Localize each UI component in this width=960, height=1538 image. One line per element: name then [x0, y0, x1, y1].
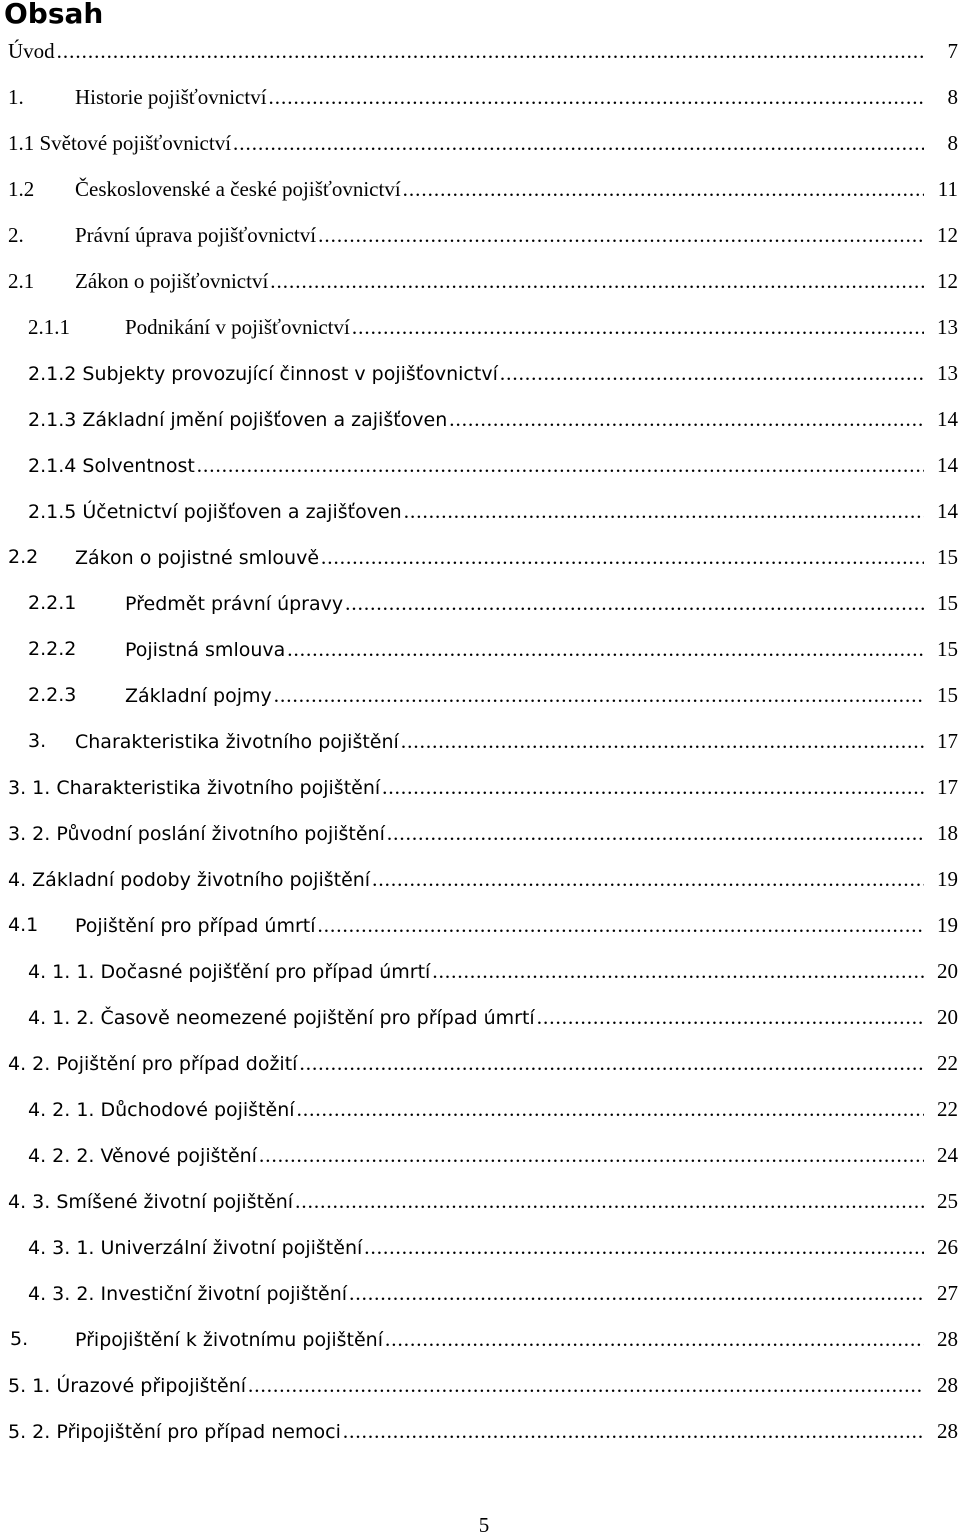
toc-entry-page: 15: [937, 683, 958, 707]
toc-entry-page: 28: [937, 1419, 958, 1443]
toc-entry-number: 2.2.2: [28, 638, 77, 660]
toc-entry-page: 28: [937, 1327, 958, 1351]
toc-dot-leader: [500, 350, 924, 396]
toc-entry-title: 5. 2. Připojištění pro případ nemoci: [8, 1421, 341, 1443]
toc-dot-leader: [364, 1224, 924, 1270]
toc-dot-leader: [387, 810, 924, 856]
toc-entry-page: 22: [937, 1097, 958, 1121]
toc-entry-page: 11: [937, 177, 958, 201]
toc-dot-leader: [274, 672, 924, 718]
toc-dot-leader: [401, 718, 924, 764]
page-number: 5: [478, 1513, 490, 1537]
toc-entry-title: Podnikání v pojišťovnictví: [125, 315, 350, 339]
toc-entry-title: 2.1.4 Solventnost: [28, 455, 195, 477]
toc-entry-page: 13: [937, 361, 958, 385]
toc-entry[interactable]: [0, 718, 960, 764]
toc-dot-leader: [318, 902, 924, 948]
toc-entry[interactable]: [0, 212, 960, 258]
toc-dot-leader: [345, 580, 924, 626]
toc-entry-page: 8: [947, 85, 958, 109]
toc-heading: Obsah: [4, 0, 104, 30]
toc-dot-leader: [352, 304, 924, 350]
toc-entry[interactable]: [0, 442, 960, 488]
toc-entry[interactable]: [0, 488, 960, 534]
toc-entry-number: 2.2.1: [28, 592, 77, 614]
toc-entry-page: 17: [937, 775, 958, 799]
toc-entry-title: Připojištění k životnímu pojištění: [75, 1329, 383, 1351]
toc-entry[interactable]: [0, 1316, 960, 1362]
toc-entry[interactable]: [0, 1362, 960, 1408]
toc-entry-number: 2.2: [8, 546, 39, 568]
toc-entry-number: 4.1: [8, 914, 39, 936]
toc-entry[interactable]: [0, 28, 960, 74]
toc-entry-page: 12: [937, 223, 958, 247]
toc-entry[interactable]: [0, 672, 960, 718]
toc-dot-leader: [297, 1086, 924, 1132]
toc-dot-leader: [270, 258, 924, 304]
toc-entry-title: Československé a české pojišťovnictví: [75, 177, 401, 201]
toc-entry-page: 13: [937, 315, 958, 339]
toc-entry[interactable]: [0, 626, 960, 672]
toc-entry[interactable]: [0, 1270, 960, 1316]
toc-entry[interactable]: [0, 580, 960, 626]
toc-entry-page: 14: [937, 407, 958, 431]
toc-entry-title: 4. 2. Pojištění pro případ dožití: [8, 1053, 298, 1075]
toc-entry-number: 3.: [28, 730, 47, 752]
toc-entry-page: 15: [937, 591, 958, 615]
toc-dot-leader: [197, 442, 924, 488]
toc-entry-title: 1.1 Světové pojišťovnictví: [8, 131, 232, 155]
toc-entry-number: 5.: [10, 1328, 29, 1350]
toc-entry-page: 28: [937, 1373, 958, 1397]
toc-entry-page: 18: [937, 821, 958, 845]
toc-dot-leader: [349, 1270, 924, 1316]
toc-entry-title: Právní úprava pojišťovnictví: [75, 223, 317, 247]
toc-entry-page: 15: [937, 545, 958, 569]
table-of-contents: [0, 28, 960, 1454]
toc-entry-title: Předmět právní úpravy: [125, 593, 344, 615]
toc-entry-title: Pojištění pro případ úmrtí: [75, 915, 316, 937]
toc-entry[interactable]: [0, 396, 960, 442]
toc-entry-title: 2.1.5 Účetnictví pojišťoven a zajišťoven: [28, 501, 402, 523]
toc-dot-leader: [287, 626, 924, 672]
toc-entry-page: 12: [937, 269, 958, 293]
toc-entry[interactable]: [0, 74, 960, 120]
toc-entry-title: Charakteristika životního pojištění: [75, 731, 399, 753]
toc-dot-leader: [321, 534, 924, 580]
toc-dot-leader: [259, 1132, 924, 1178]
toc-dot-leader: [382, 764, 924, 810]
toc-entry-page: 20: [937, 1005, 958, 1029]
toc-entry[interactable]: [0, 856, 960, 902]
toc-entry-title: Historie pojišťovnictví: [75, 85, 267, 109]
toc-entry-number: 2.1: [8, 269, 35, 293]
toc-dot-leader: [343, 1408, 924, 1454]
toc-entry-page: 22: [937, 1051, 958, 1075]
toc-entry-title: Pojistná smlouva: [125, 639, 286, 661]
toc-dot-leader: [269, 74, 924, 120]
toc-entry-page: 17: [937, 729, 958, 753]
toc-dot-leader: [537, 994, 924, 1040]
toc-entry-page: 24: [937, 1143, 958, 1167]
toc-entry-page: 19: [937, 867, 958, 891]
toc-entry[interactable]: [0, 1224, 960, 1270]
toc-entry-number: 1.2: [8, 177, 35, 201]
toc-entry-page: 14: [937, 453, 958, 477]
toc-entry-title: 3. 1. Charakteristika životního pojištění: [8, 777, 381, 799]
toc-entry[interactable]: [0, 948, 960, 994]
toc-entry-title: 3. 2. Původní poslání životního pojištění: [8, 823, 385, 845]
toc-entry-number: 2.: [8, 223, 24, 247]
toc-dot-leader: [432, 948, 924, 994]
toc-dot-leader: [295, 1178, 924, 1224]
toc-entry-title: 5. 1. Úrazové připojištění: [8, 1375, 247, 1397]
toc-entry-title: 4. 3. Smíšené životní pojištění: [8, 1191, 294, 1213]
toc-entry[interactable]: [0, 258, 960, 304]
toc-entry-title: Základní pojmy: [125, 685, 272, 707]
toc-entry[interactable]: [0, 994, 960, 1040]
toc-entry[interactable]: [0, 1132, 960, 1178]
toc-entry-title: 4. 2. 2. Věnové pojištění: [28, 1145, 257, 1167]
toc-entry-page: 27: [937, 1281, 958, 1305]
toc-dot-leader: [404, 488, 924, 534]
toc-entry-page: 15: [937, 637, 958, 661]
toc-entry-title: 4. 3. 1. Univerzální životní pojištění: [28, 1237, 363, 1259]
toc-entry[interactable]: [0, 1086, 960, 1132]
toc-dot-leader: [372, 856, 924, 902]
toc-entry-page: 26: [937, 1235, 958, 1259]
toc-entry-title: Zákon o pojišťovnictví: [75, 269, 269, 293]
toc-entry-title: 4. 1. 1. Dočasné pojišťění pro případ úmrtí: [28, 961, 431, 983]
toc-dot-leader: [248, 1362, 924, 1408]
toc-entry-page: 8: [947, 131, 958, 155]
toc-entry-title: Úvod: [8, 39, 55, 63]
toc-dot-leader: [385, 1316, 924, 1362]
toc-dot-leader: [299, 1040, 924, 1086]
toc-dot-leader: [57, 28, 924, 74]
toc-entry-number: 1.: [8, 85, 24, 109]
toc-entry[interactable]: [0, 1408, 960, 1454]
toc-entry-title: 2.1.3 Základní jmění pojišťoven a zajišťoven: [28, 409, 448, 431]
toc-entry[interactable]: [0, 1178, 960, 1224]
toc-entry-title: 4. 2. 1. Důchodové pojištění: [28, 1099, 295, 1121]
toc-entry-title: 4. Základní podoby životního pojištění: [8, 869, 371, 891]
toc-entry-page: 20: [937, 959, 958, 983]
toc-entry-number: 2.2.3: [28, 684, 77, 706]
toc-entry[interactable]: [0, 764, 960, 810]
toc-entry[interactable]: [0, 810, 960, 856]
toc-entry[interactable]: [0, 534, 960, 580]
toc-entry-title: 4. 3. 2. Investiční životní pojištění: [28, 1283, 348, 1305]
toc-entry-number: 2.1.1: [28, 315, 70, 339]
toc-entry-page: 14: [937, 499, 958, 523]
toc-entry-page: 7: [947, 39, 958, 63]
toc-entry[interactable]: [0, 120, 960, 166]
toc-entry[interactable]: [0, 902, 960, 948]
toc-entry-page: 25: [937, 1189, 958, 1213]
toc-dot-leader: [403, 166, 924, 212]
toc-entry[interactable]: [0, 166, 960, 212]
toc-entry-title: Zákon o pojistné smlouvě: [75, 547, 320, 569]
toc-entry[interactable]: [0, 350, 960, 396]
toc-entry-title: 2.1.2 Subjekty provozující činnost v pojišťovnictví: [28, 363, 498, 385]
toc-entry[interactable]: [0, 304, 960, 350]
toc-entry-page: 19: [937, 913, 958, 937]
toc-dot-leader: [233, 120, 924, 166]
toc-entry-title: 4. 1. 2. Časově neomezené pojištění pro případ úmrtí: [28, 1007, 535, 1029]
toc-entry[interactable]: [0, 1040, 960, 1086]
toc-dot-leader: [318, 212, 924, 258]
toc-dot-leader: [449, 396, 924, 442]
